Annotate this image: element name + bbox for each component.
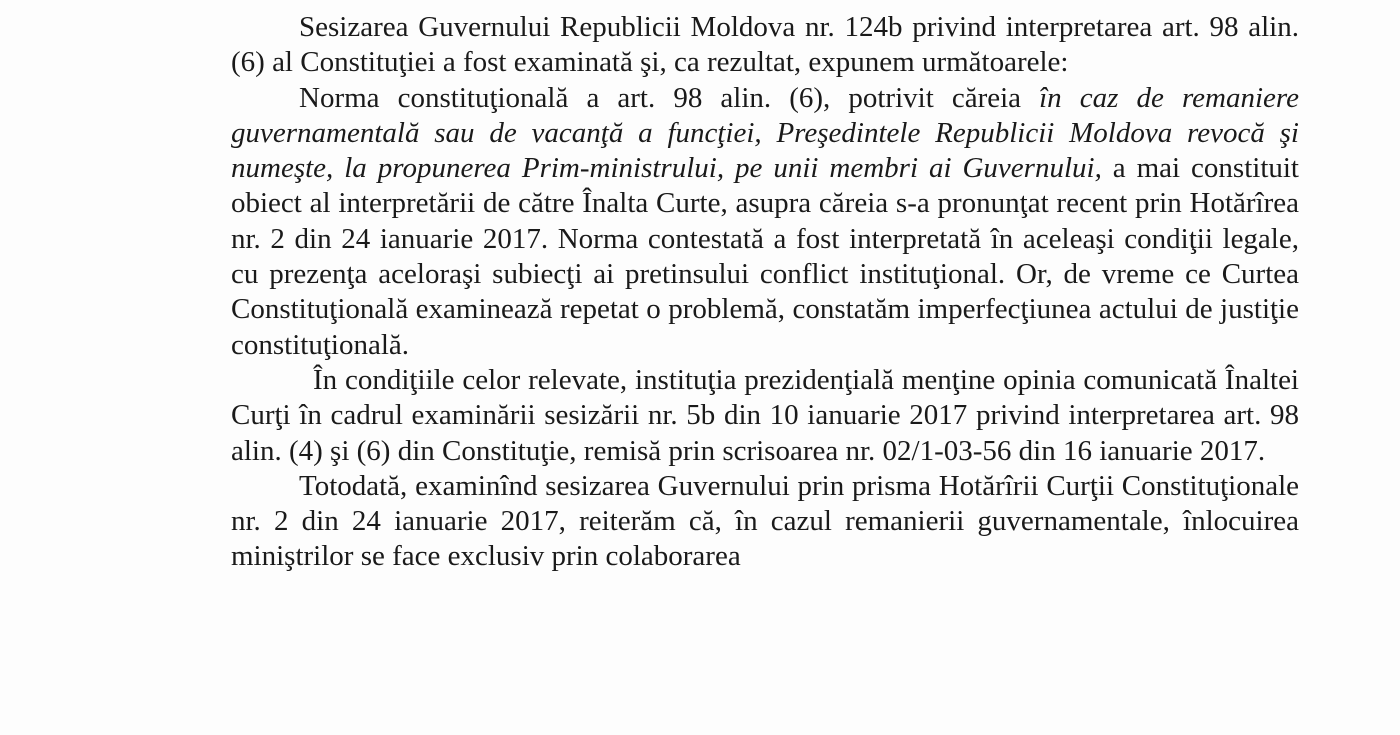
paragraph-sesizare: Sesizarea Guvernului Republicii Moldova nr. 124b privind interpretarea art. 98 alin. (6) al Constituţiei a fost examinată şi, ca rezultat, expunem următoarele: bbox=[231, 11, 1299, 79]
paragraph-norma-constitutionala bbox=[231, 81, 1299, 363]
paragraph-lead-text: Norma constituţională a art. 98 alin. (6), potrivit căreia bbox=[299, 81, 1040, 114]
document-body bbox=[231, 10, 1299, 575]
paragraph-rest-text: a mai constituit obiect al interpretării de către Înalta Curte, asupra căreia s-a pronunţat recent prin Hotărîrea nr. 2 din 24 ianuarie 2017. Norma contestată a fost interpretată în aceleaşi condiţii legale, cu prezenţa aceloraşi subiecţi ai pretinsului conflict instituţional. Or, de vreme ce Curtea Constituţională examinează repetat o problemă, constatăm imperfecţiunea actului de justiţie constituţională. bbox=[231, 152, 1299, 361]
paragraph-totodata: Totodată, examinînd sesizarea Guvernului prin prisma Hotărîrii Curţii Constituţionale nr. 2 din 24 ianuarie 2017, reiterăm că, în cazul remanierii guvernamentale, înlocuirea miniştrilor se face exclusiv prin colaborarea bbox=[231, 469, 1299, 573]
paragraph-opinia-prezidentiala: În condiţiile celor relevate, instituţia prezidenţială menţine opinia comunicată Înaltei Curţi în cadrul examinării sesizării nr. 5b din 10 ianuarie 2017 privind interpretarea art. 98 alin. (4) şi (6) din Constituţie, remisă prin scrisoarea nr. 02/1-03-56 din 16 ianuarie 2017. bbox=[231, 363, 1299, 467]
quoted-norm-text: în caz de remaniere guvernamentală sau de vacanţă a funcţiei, Preşedintele Republicii Moldova revocă şi numeşte, la propunerea Prim-ministrului, pe unii membri ai Guvernului, bbox=[231, 81, 1299, 185]
